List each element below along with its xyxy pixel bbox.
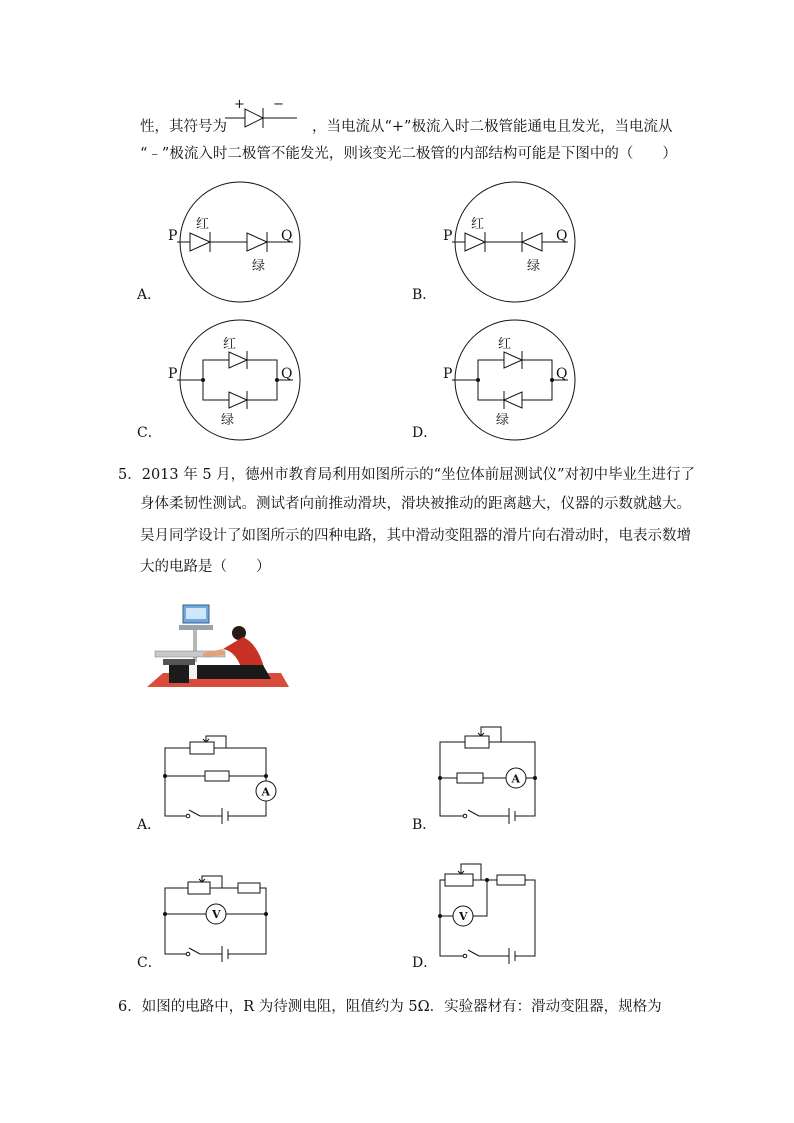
q4-option-b-diagram [440,190,580,300]
q4c-red-label: 红 [223,337,237,352]
q4a-p-label: P [168,228,178,244]
q5-option-a-circuit [160,728,280,828]
q4-line1-suffix: ，当电流从“+”极流入时二极管能通电且发光，当电流从 [312,119,673,135]
q4-option-d-diagram [440,328,580,438]
diode-symbol [225,96,305,136]
q6-line1: 6．如图的电路中，R 为待测电阻，阻值约为 5Ω．实验器材有：滑动变阻器，规格为 [118,999,662,1015]
q5-option-c-circuit [160,866,280,966]
q4d-green-label: 绿 [496,413,510,428]
q5-line3: 吴月同学设计了如图所示的四种电路，其中滑动变阻器的滑片向右滑动时，电表示数增 [140,528,691,544]
diode-symbol-plus: + [234,97,245,112]
q5-line2: 身体柔韧性测试。测试者向前推动滑块，滑块被推动的距离越大，仪器的示数就越大。 [140,496,691,512]
q4a-red-label: 红 [196,217,210,232]
q4-option-a-diagram [165,190,305,300]
diode-symbol-minus: − [273,97,284,112]
q5-option-d-label[interactable]: D． [412,955,438,971]
q4b-p-label: P [443,228,453,244]
q4b-q-label: Q [556,228,568,244]
q5-option-b-label[interactable]: B． [412,817,437,833]
sit-and-reach-photo [143,603,293,693]
q5c-meter-letter: V [212,908,221,921]
q5-option-a-label[interactable]: A． [137,817,162,833]
q5a-meter-letter: A [261,785,271,799]
q4-option-d-label[interactable]: D． [412,425,438,441]
q5b-meter-letter: A [511,772,521,786]
q4-option-c-diagram [165,328,305,438]
q4c-p-label: P [168,366,178,382]
q4-line1-prefix: 性，其符号为 [140,119,227,135]
q4c-green-label: 绿 [221,413,235,428]
q5-line1: 5．2013 年 5 月，德州市教育局利用如图所示的“坐位体前屈测试仪”对初中毕业生进行了 [118,467,696,483]
q4c-q-label: Q [281,366,293,382]
q4d-q-label: Q [556,366,568,382]
q4d-red-label: 红 [498,337,512,352]
q5-option-c-label[interactable]: C． [137,955,162,971]
q4d-p-label: P [443,366,453,382]
q5d-meter-letter: V [459,910,468,923]
q4b-green-label: 绿 [527,259,541,274]
q4-option-b-label[interactable]: B． [412,287,437,303]
q4-option-c-label[interactable]: C． [137,425,162,441]
q5-line4: 大的电路是（ ） [140,559,271,575]
q4a-green-label: 绿 [252,259,266,274]
q5-option-b-circuit [435,722,555,822]
q4b-red-label: 红 [471,217,485,232]
q4-line2: “﹣”极流入时二极管不能发光，则该变光二极管的内部结构可能是下图中的（ ） [140,146,677,162]
q4-option-a-label[interactable]: A． [137,287,162,303]
q4a-q-label: Q [281,228,293,244]
q5-option-d-circuit [435,858,555,958]
